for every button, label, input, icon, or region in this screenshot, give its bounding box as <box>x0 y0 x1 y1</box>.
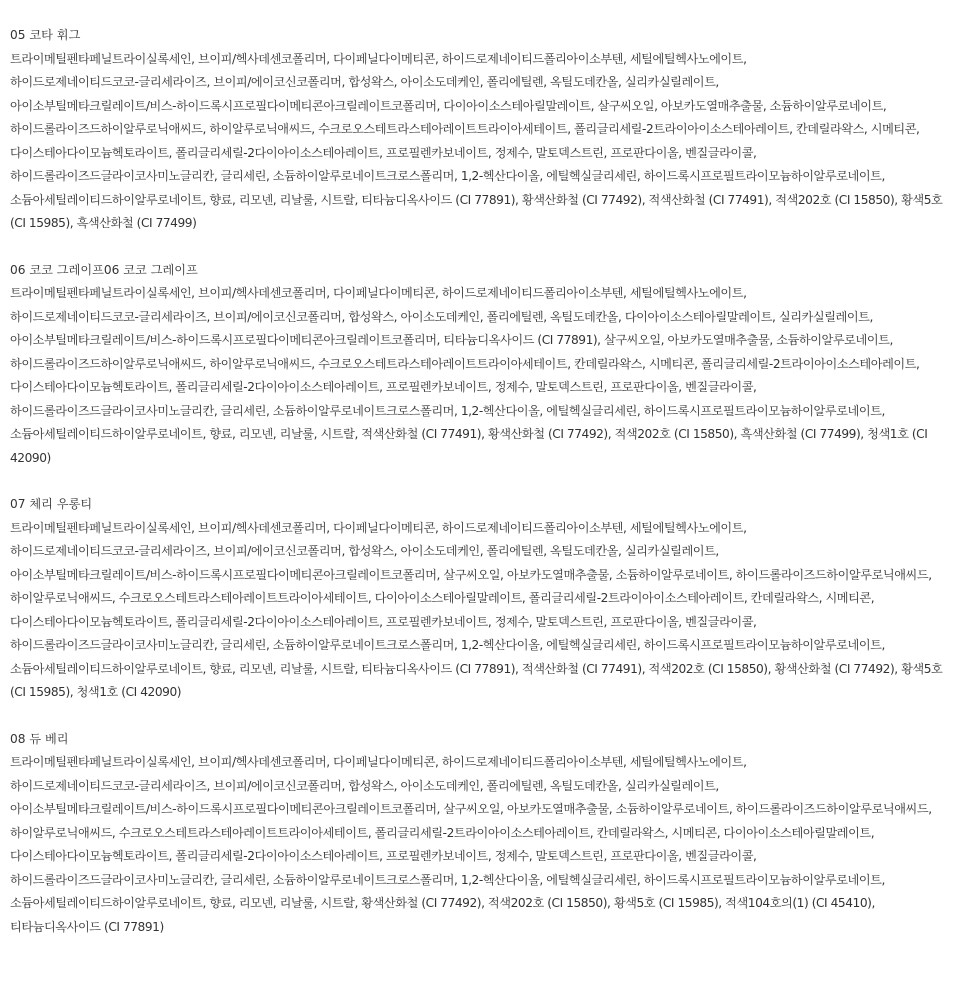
shade-section-07 <box>10 493 950 705</box>
ingredient-line: 티타늄디옥사이드 (CI 77891) <box>10 919 164 934</box>
ingredient-line: 아이소부틸메타크릴레이트/비스-하이드록시프로필다이메티콘아크릴레이트코폴리머, 살구씨오일, 아보카도열매추출물, 소듐하이알루로네이트, 하이드롤라이즈드하이알루로닉애씨드, <box>10 567 932 582</box>
ingredient-line: 트라이메틸펜타페닐트라이실록세인, 브이피/헥사데센코폴리머, 다이페닐다이메티콘, 하이드로제네이티드폴리아이소부텐, 세틸에틸헥사노에이트, <box>10 51 747 66</box>
ingredient-line: 아이소부틸메타크릴레이트/비스-하이드록시프로필다이메티콘아크릴레이트코폴리머, 티타늄디옥사이드 (CI 77891), 살구씨오일, 아보카도열매추출물, 소듐하이알루로네이트, <box>10 333 893 347</box>
ingredient-line: 하이드로제네이티드코코-글리세라이즈, 브이피/에이코신코폴리머, 합성왁스, 아이소도데케인, 폴리에틸렌, 옥틸도데칸올, 실리카실릴레이트, <box>10 544 719 558</box>
ingredient-line: 소듐아세틸레이티드하이알루로네이트, 향료, 리모넨, 리날룰, 시트랄, 티타늄디옥사이드 (CI 77891), 황색산화철 (CI 77492), 적색산화철 (CI 77491), 적색202호 (CI 15850), 황색5호 <box>10 192 943 207</box>
ingredient-line: 소듐아세틸레이티드하이알루로네이트, 향료, 리모넨, 리날룰, 시트랄, 적색산화철 (CI 77491), 황색산화철 (CI 77492), 적색202호 (CI 15850), 흑색산화철 (CI 77499), 청색1호 (CI <box>10 427 928 441</box>
ingredient-line: 다이스테아다이모늄헥토라이트, 폴리글리세릴-2다이아이소스테아레이트, 프로필렌카보네이트, 정제수, 말토덱스트린, 프로판다이올, 벤질글라이콜, <box>10 614 757 629</box>
ingredient-line: 하이드롤라이즈드글라이코사미노글리칸, 글리세린, 소듐하이알루로네이트크로스폴리머, 1,2-헥산다이올, 에틸헥실글리세린, 하이드록시프로필트라이모늄하이알루로네이트, <box>10 872 885 887</box>
shade-section-05 <box>10 24 950 236</box>
ingredient-line: 아이소부틸메타크릴레이트/비스-하이드록시프로필다이메티콘아크릴레이트코폴리머, 다이아이소스테아릴말레이트, 살구씨오일, 아보카도열매추출물, 소듐하이알루로네이트, <box>10 98 887 113</box>
ingredient-line: 42090) <box>10 450 51 465</box>
shade-section-06 <box>10 259 950 471</box>
shade-title: 05 코타 휘그 <box>10 28 81 42</box>
ingredient-line: 아이소부틸메타크릴레이트/비스-하이드록시프로필다이메티콘아크릴레이트코폴리머, 살구씨오일, 아보카도열매추출물, 소듐하이알루로네이트, 하이드롤라이즈드하이알루로닉애씨드, <box>10 802 932 816</box>
shade-title: 07 체리 우롱티 <box>10 497 93 511</box>
shade-title: 06 코코 그레이프06 코코 그레이프 <box>10 262 198 277</box>
ingredient-line: 하이드롤라이즈드하이알루로닉애씨드, 하이알루로닉애씨드, 수크로오스테트라스테아레이트트라이아세테이트, 폴리글리세릴-2트라이아이소스테아레이트, 칸데릴라왁스, 시메티콘, <box>10 122 920 136</box>
ingredient-line: 하이드롤라이즈드글라이코사미노글리칸, 글리세린, 소듐하이알루로네이트크로스폴리머, 1,2-헥산다이올, 에틸헥실글리세린, 하이드록시프로필트라이모늄하이알루로네이트, <box>10 638 885 652</box>
ingredient-line: 다이스테아다이모늄헥토라이트, 폴리글리세릴-2다이아이소스테아레이트, 프로필렌카보네이트, 정제수, 말토덱스트린, 프로판다이올, 벤질글라이콜, <box>10 849 757 863</box>
ingredient-line: 하이드롤라이즈드글라이코사미노글리칸, 글리세린, 소듐하이알루로네이트크로스폴리머, 1,2-헥산다이올, 에틸헥실글리세린, 하이드록시프로필트라이모늄하이알루로네이트, <box>10 403 885 418</box>
ingredient-line: 트라이메틸펜타페닐트라이실록세인, 브이피/헥사데센코폴리머, 다이페닐다이메티콘, 하이드로제네이티드폴리아이소부텐, 세틸에틸헥사노에이트, <box>10 286 747 300</box>
ingredient-line: 하이드롤라이즈드글라이코사미노글리칸, 글리세린, 소듐하이알루로네이트크로스폴리머, 1,2-헥산다이올, 에틸헥실글리세린, 하이드록시프로필트라이모늄하이알루로네이트, <box>10 169 885 183</box>
shade-title: 08 듀 베리 <box>10 731 69 746</box>
ingredient-line: (CI 15985), 흑색산화철 (CI 77499) <box>10 216 197 230</box>
ingredient-line: 소듐아세틸레이티드하이알루로네이트, 향료, 리모넨, 리날룰, 시트랄, 티타늄디옥사이드 (CI 77891), 적색산화철 (CI 77491), 적색202호 (CI 15850), 황색산화철 (CI 77492), 황색5호 <box>10 661 943 676</box>
ingredient-line: 소듐아세틸레이티드하이알루로네이트, 향료, 리모넨, 리날룰, 시트랄, 황색산화철 (CI 77492), 적색202호 (CI 15850), 황색5호 (CI 15985), 적색104호의(1) (CI 45410), <box>10 896 875 910</box>
ingredient-line: 다이스테아다이모늄헥토라이트, 폴리글리세릴-2다이아이소스테아레이트, 프로필렌카보네이트, 정제수, 말토덱스트린, 프로판다이올, 벤질글라이콜, <box>10 380 757 394</box>
ingredient-line: 하이드롤라이즈드하이알루로닉애씨드, 하이알루로닉애씨드, 수크로오스테트라스테아레이트트라이아세테이트, 칸데릴라왁스, 시메티콘, 폴리글리세릴-2트라이아이소스테아레이트, <box>10 356 920 371</box>
shade-section-08 <box>10 728 950 940</box>
ingredient-line: 다이스테아다이모늄헥토라이트, 폴리글리세릴-2다이아이소스테아레이트, 프로필렌카보네이트, 정제수, 말토덱스트린, 프로판다이올, 벤질글라이콜, <box>10 145 757 160</box>
ingredient-line: 트라이메틸펜타페닐트라이실록세인, 브이피/헥사데센코폴리머, 다이페닐다이메티콘, 하이드로제네이티드폴리아이소부텐, 세틸에틸헥사노에이트, <box>10 755 747 769</box>
ingredient-line: (CI 15985), 청색1호 (CI 42090) <box>10 685 182 699</box>
ingredient-line: 트라이메틸펜타페닐트라이실록세인, 브이피/헥사데센코폴리머, 다이페닐다이메티콘, 하이드로제네이티드폴리아이소부텐, 세틸에틸헥사노에이트, <box>10 520 747 535</box>
ingredient-line: 하이드로제네이티드코코-글리세라이즈, 브이피/에이코신코폴리머, 합성왁스, 아이소도데케인, 폴리에틸렌, 옥틸도데칸올, 실리카실릴레이트, <box>10 75 719 89</box>
ingredient-line: 하이알루로닉애씨드, 수크로오스테트라스테아레이트트라이아세테이트, 다이아이소스테아릴말레이트, 폴리글리세릴-2트라이아이소스테아레이트, 칸데릴라왁스, 시메티콘, <box>10 591 875 605</box>
ingredient-line: 하이알루로닉애씨드, 수크로오스테트라스테아레이트트라이아세테이트, 폴리글리세릴-2트라이아이소스테아레이트, 칸데릴라왁스, 시메티콘, 다이아이소스테아릴말레이트, <box>10 825 875 840</box>
ingredient-line: 하이드로제네이티드코코-글리세라이즈, 브이피/에이코신코폴리머, 합성왁스, 아이소도데케인, 폴리에틸렌, 옥틸도데칸올, 실리카실릴레이트, <box>10 778 719 793</box>
ingredient-line: 하이드로제네이티드코코-글리세라이즈, 브이피/에이코신코폴리머, 합성왁스, 아이소도데케인, 폴리에틸렌, 옥틸도데칸올, 다이아이소스테아릴말레이트, 실리카실릴레이트, <box>10 309 873 324</box>
